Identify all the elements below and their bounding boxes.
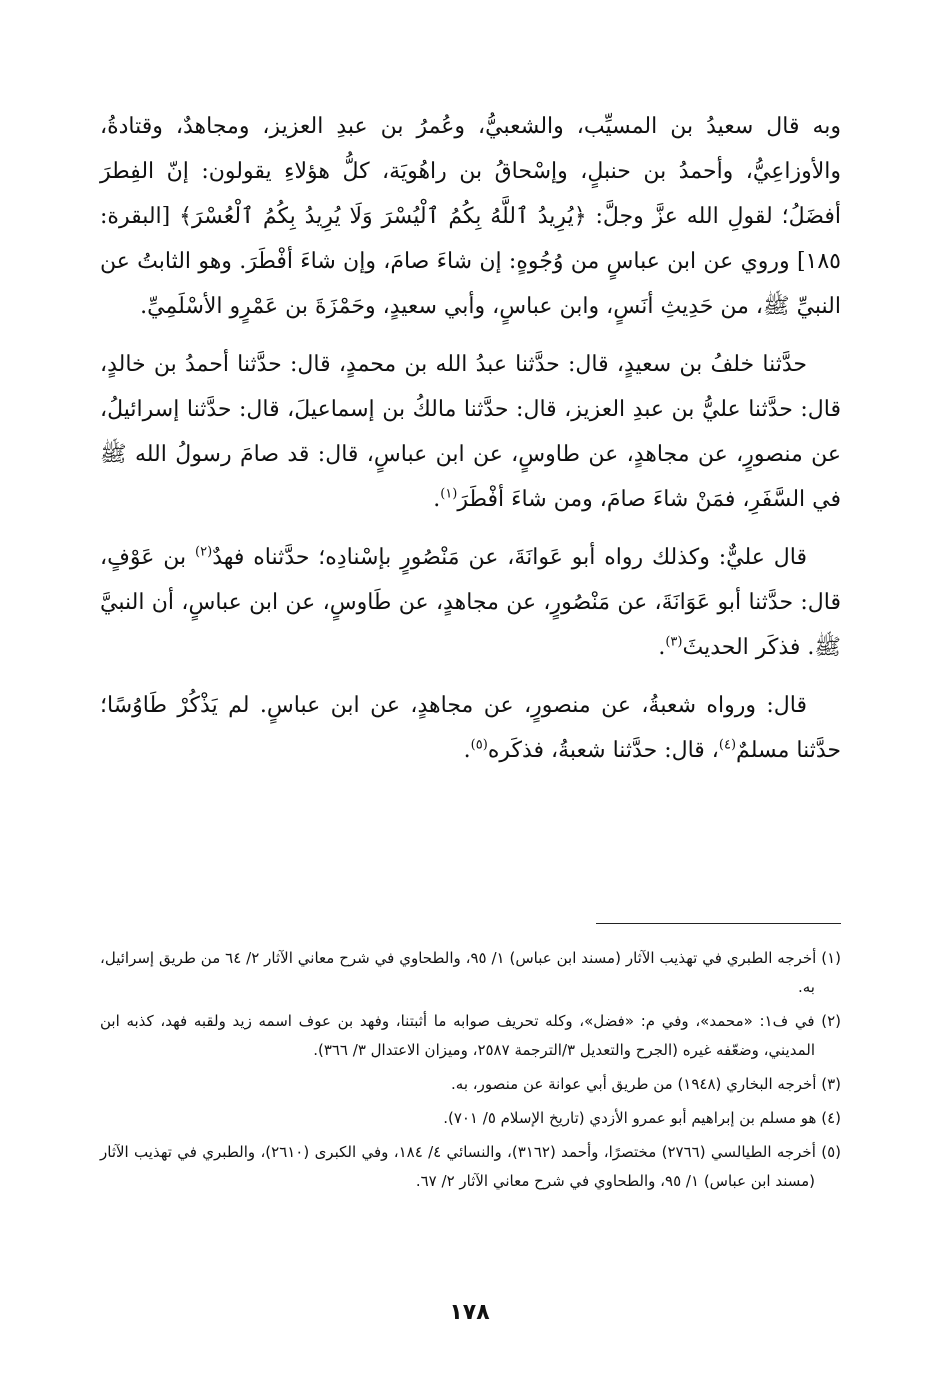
- footnote-3: (٣) أخرجه البخاري (١٩٤٨) من طريق أبي عوانة عن منصور، به.: [451, 1075, 841, 1093]
- main-text: [100, 104, 841, 786]
- paragraph-2: [100, 342, 841, 522]
- footnote-ref-1[interactable]: (١): [440, 486, 458, 502]
- footnote-ref-2[interactable]: (٢): [195, 544, 213, 560]
- paragraph-1: [100, 104, 841, 329]
- footnote-ref-5[interactable]: (٥): [470, 737, 488, 753]
- paragraph-3-text: قال عليٌّ: وكذلك رواه أبو عَوانَةَ، عن مَنْصُورٍ بإسْنادِه؛ حدَّثناه فهدٌ: [212, 545, 808, 570]
- paragraph-4: [100, 683, 841, 773]
- paragraph-4-end: .: [463, 738, 471, 763]
- paragraph-2-end: .: [433, 487, 441, 512]
- footnote-2: (٢) في ف١: «محمد»، وفي م: «فضل»، وكله تحريف صوابه ما أثبتنا، وفهد بن عوف اسمه زيد ولقبه فهد، كذبه ابن المديني، وضعّفه غيره (الجرح والتعديل ٣/الترجمة ٢٥٨٧، وميزان الاعتدال ٣/ ٣٦٦).: [100, 1012, 841, 1059]
- paragraph-3-end: .: [658, 635, 666, 660]
- paragraph-2-text: حدَّثنا خلفُ بن سعيدٍ، قال: حدَّثنا عبدُ الله بن محمدٍ، قال: حدَّثنا أحمدُ بن خالدٍ، قال: حدَّثنا عليُّ بن عبدِ العزيز، قال: حدَّثنا مالكُ بن إسماعيلَ، قال: حدَّثنا إسرائيلُ، عن منصورٍ، عن مجاهدٍ، عن طاوسٍ، عن ابن عباسٍ، قال: قد صامَ رسولُ الله ﷺ في السَّفَرِ، فمَنْ شاءَ صامَ، ومن شاءَ أفْطَرَ: [100, 352, 841, 512]
- footnote-ref-3[interactable]: (٣): [665, 634, 683, 650]
- footnote-1: (١) أخرجه الطبري في تهذيب الآثار (مسند ابن عباس) ١/ ٩٥، والطحاوي في شرح معاني الآثار ٢/ ٦٤ من طريق إسرائيل، به.: [100, 949, 841, 996]
- footnote-ref-4[interactable]: (٤): [718, 737, 737, 753]
- footnote-separator: [596, 923, 841, 924]
- paragraph-4-mid: ، قال: حدَّثنا شعبةُ، فذكَره: [487, 738, 719, 763]
- page-number: ١٧٨: [449, 1300, 490, 1325]
- paragraph-3-mid: بن عَوْفٍ، قال: حدَّثنا أبو عَوَانَةَ، عن مَنْصُورٍ، عن مجاهدٍ، عن طَاوسٍ، عن ابن عباسٍ، أن النبيَّ ﷺ. فذكَر الحديثَ: [100, 545, 841, 660]
- footnote-4: (٤) هو مسلم بن إبراهيم أبو عمرو الأزدي (تاريخ الإسلام ٥/ ٧٠١).: [443, 1109, 841, 1127]
- paragraph-4-text: قال: ورواه شعبةُ، عن منصورٍ، عن مجاهدٍ، عن ابن عباسٍ. لم يَذْكُرْ طَاوُسًا؛ حدَّثنا مسلمٌ: [100, 693, 841, 763]
- paragraph-3: [100, 535, 841, 670]
- footnotes: [100, 944, 841, 1201]
- paragraph-1-text: وبه قال سعيدُ بن المسيِّب، والشعبيُّ، وعُمرُ بن عبدِ العزيز، ومجاهدٌ، وقتادةُ، والأوزاعِيُّ، وأحمدُ بن حنبلٍ، وإسْحاقُ بن راهُويَة، كلُّ هؤلاءِ يقولون: إنّ الفِطرَ أفضَلُ؛ لقولِ الله عزَّ وجلَّ: ﴿يُرِيدُ ٱللَّهُ بِكُمُ ٱلْيُسْرَ وَلَا يُرِيدُ بِكُمُ ٱلْعُسْرَ﴾ [البقرة: ١٨٥] وروي عن ابن عباسٍ من وُجُوهٍ: إن شاءَ صامَ، وإن شاءَ أفْطَرَ. وهو الثابتُ عن النبيِّ ﷺ، من حَدِيثِ أنَسٍ، وابن عباسٍ، وأبي سعيدٍ، وحَمْزَةَ بن عَمْرٍو الأسْلَمِيِّ.: [100, 114, 842, 319]
- footnote-5: (٥) أخرجه الطيالسي (٢٧٦٦) مختصرًا، وأحمد (٣١٦٢)، والنسائي ٤/ ١٨٤، وفي الكبرى (٢٦١٠)، والطبري في تهذيب الآثار (مسند ابن عباس) ١/ ٩٥، والطحاوي في شرح معاني الآثار ٢/ ٦٧.: [100, 1143, 841, 1190]
